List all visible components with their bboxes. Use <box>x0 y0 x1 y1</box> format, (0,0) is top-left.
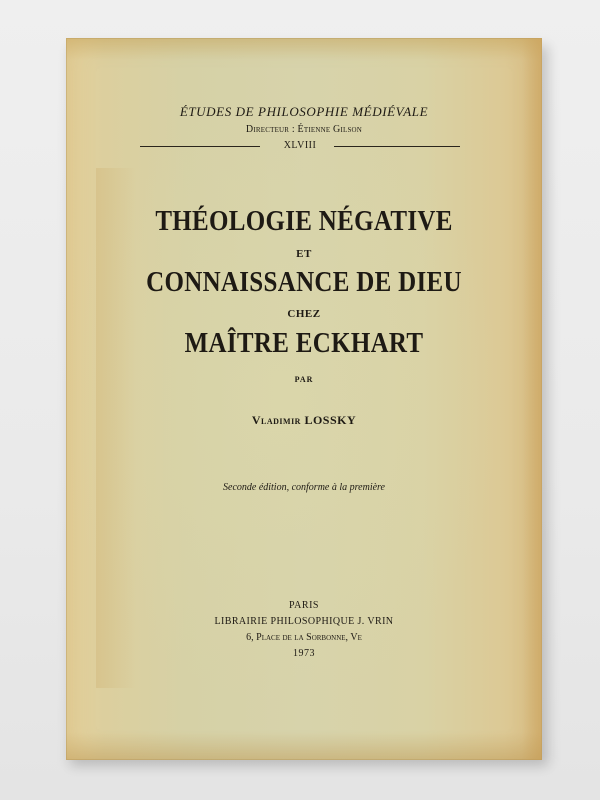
publisher-address: 6, Place de la Sorbonne, Ve <box>246 632 362 643</box>
volume-rule <box>140 141 460 153</box>
series-director <box>66 124 542 135</box>
book-title-line-2: ET <box>296 248 312 260</box>
book-cover <box>66 38 542 760</box>
by-label: PAR <box>294 375 314 384</box>
author-name: Vladimir LOSSKY <box>251 413 357 427</box>
book-title-line-1: THÉOLOGIE NÉGATIVE <box>155 206 453 237</box>
series-title: ÉTUDES DE PHILOSOPHIE MÉDIÉVALE <box>179 104 429 119</box>
director-text: Directeur : Étienne Gilson <box>245 124 363 135</box>
book-title-line-3: CONNAISSANCE DE DIEU <box>146 267 462 298</box>
publisher-city: PARIS <box>289 600 319 611</box>
book-title-line-5: MAÎTRE ECKHART <box>184 328 424 359</box>
rule-right <box>334 146 460 147</box>
publication-year: 1973 <box>293 648 315 659</box>
publisher-name: LIBRAIRIE PHILOSOPHIQUE J. VRIN <box>214 616 394 627</box>
edition-note: Seconde édition, conforme à la première <box>223 482 385 493</box>
volume-number: XLVIII <box>283 140 317 151</box>
book-title-line-4: CHEZ <box>287 308 321 320</box>
